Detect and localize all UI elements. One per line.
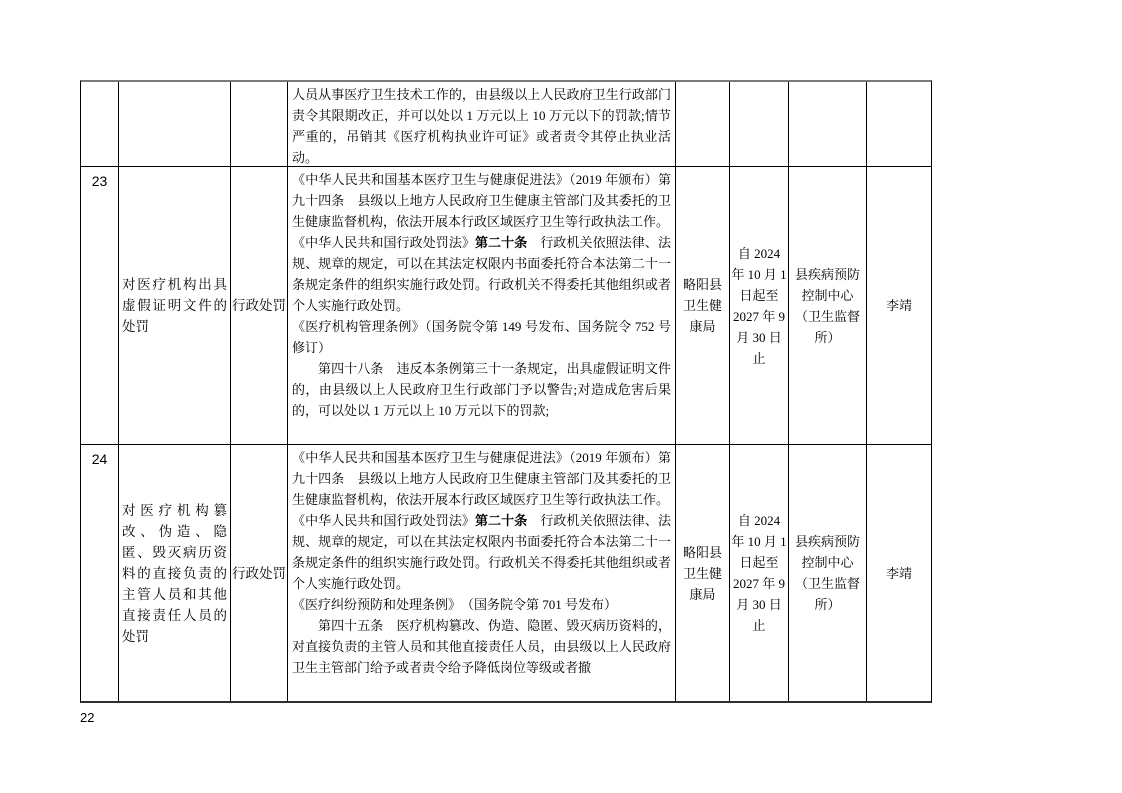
legal-text-segment: 《中华人民共和国基本医疗卫生与健康促进法》（2019 年颁布）第九十四条 县级以上地方人民政府卫生健康主管部门及其委托的卫生健康监督机构，依法开展本行政区域医疗卫生等行政执法工作。 (292, 172, 671, 229)
legal-paragraph (292, 316, 671, 358)
contact-person-cell (867, 167, 931, 445)
delegated-organization-text: 县疾病预防控制中心（卫生监督所） (794, 266, 860, 345)
delegated-organization-cell (789, 445, 867, 701)
delegation-period-cell (730, 82, 789, 167)
legal-text-segment: 第四十五条 医疗机构篡改、伪造、隐匿、毁灭病历资料的，对直接负责的主管人员和其他直接责任人员，由县级以上人民政府卫生主管部门给予或者责令给予降低岗位等级或者撤 (292, 618, 671, 675)
delegated-organization-cell (789, 167, 867, 445)
legal-basis-cell (288, 167, 676, 445)
item-name-text: 对医疗机构篡改、伪造、隐匿、毁灭病历资料的直接负责的主管人员和其他直接责任人员的处罚 (122, 502, 227, 644)
page-number: 22 (80, 710, 95, 725)
serial-number-cell: 24 (81, 445, 119, 701)
legal-paragraph (292, 447, 671, 510)
legal-article-emphasis: 第二十条 (474, 513, 528, 528)
legal-text-segment: 《医疗纠纷预防和处理条例》 （国务院令第 701 号发布） (292, 597, 618, 612)
delegation-period-text: 自 2024 年 10 月 1 日起至 2027 年 9 月 30 日止 (731, 245, 787, 366)
legal-paragraph (292, 615, 671, 678)
legal-text-segment: 人员从事医疗卫生技术工作的，由县级以上人民政府卫生行政部门责令其限期改正，并可以处以 1 万元以上 10 万元以下的罚款;情节严重的，吊销其《医疗机构执业许可证》或者责令其停止执业活动。 (292, 87, 671, 165)
implementing-agency-cell (676, 445, 730, 701)
punishment-type-text: 行政处罚 (232, 565, 286, 581)
serial-number-cell (81, 82, 119, 167)
implementing-agency-cell (676, 167, 730, 445)
legal-text-segment: 行政机关依照法律、法规、规章的规定，可以在其法定权限内书面委托符合本法第二十一条规定条件的组织实施行政处罚。行政机关不得委托其他组织或者个人实施行政处罚。 (292, 235, 671, 313)
legal-basis-cell (288, 445, 676, 701)
implementing-agency-cell (676, 82, 730, 167)
contact-person-text: 李靖 (885, 298, 912, 313)
contact-person-cell (867, 445, 931, 701)
contact-person-text: 李靖 (885, 565, 912, 581)
implementing-agency-text: 略阳县卫生健康局 (682, 277, 722, 334)
serial-number-cell: 23 (81, 167, 119, 445)
legal-text-segment: 《医疗机构管理条例》（国务院令第 149 号发布、国务院令 752 号修订） (292, 319, 671, 355)
punishment-type-cell (231, 167, 288, 445)
legal-text-segment: 《中华人民共和国行政处罚法》 (292, 513, 475, 528)
punishment-type-cell (231, 445, 288, 701)
delegated-organization-cell (789, 82, 867, 167)
punishment-type-text: 行政处罚 (232, 298, 286, 313)
legal-article-emphasis: 第二十条 (474, 235, 528, 250)
legal-paragraph (292, 358, 671, 421)
delegation-period-cell (730, 167, 789, 445)
delegated-organization-text: 县疾病预防控制中心（卫生监督所） (794, 534, 860, 612)
legal-text-segment: 《中华人民共和国基本医疗卫生与健康促进法》（2019 年颁布）第九十四条 县级以上地方人民政府卫生健康主管部门及其委托的卫生健康监督机构，依法开展本行政区域医疗卫生等行政执法工作。 (292, 450, 671, 507)
legal-paragraph (292, 84, 671, 167)
item-name-cell (119, 167, 231, 445)
legal-paragraph (292, 510, 671, 594)
legal-paragraph (292, 232, 671, 316)
legal-text-segment: 《中华人民共和国行政处罚法》 (292, 235, 475, 250)
item-name-cell (119, 445, 231, 701)
delegation-period-text: 自 2024 年 10 月 1 日起至 2027 年 9 月 30 日止 (731, 513, 787, 633)
legal-text-segment: 行政机关依照法律、法规、规章的规定，可以在其法定权限内书面委托符合本法第二十一条规定条件的组织实施行政处罚。行政机关不得委托其他组织或者个人实施行政处罚。 (292, 513, 671, 591)
delegation-period-cell (730, 445, 789, 701)
legal-paragraph (292, 594, 671, 615)
item-name-text: 对医疗机构出具虚假证明文件的处罚 (122, 277, 227, 334)
legal-text-segment: 第四十八条 违反本条例第三十一条规定，出具虚假证明文件的，由县级以上人民政府卫生行政部门予以警告;对造成危害后果的，可以处以 1 万元以上 10 万元以下的罚款; (292, 361, 671, 418)
penalty-delegation-table (80, 80, 932, 703)
legal-basis-cell (288, 82, 676, 167)
item-name-cell (119, 82, 231, 167)
punishment-type-cell (231, 82, 288, 167)
contact-person-cell (867, 82, 931, 167)
implementing-agency-text: 略阳县卫生健康局 (682, 544, 722, 602)
legal-paragraph (292, 169, 671, 232)
